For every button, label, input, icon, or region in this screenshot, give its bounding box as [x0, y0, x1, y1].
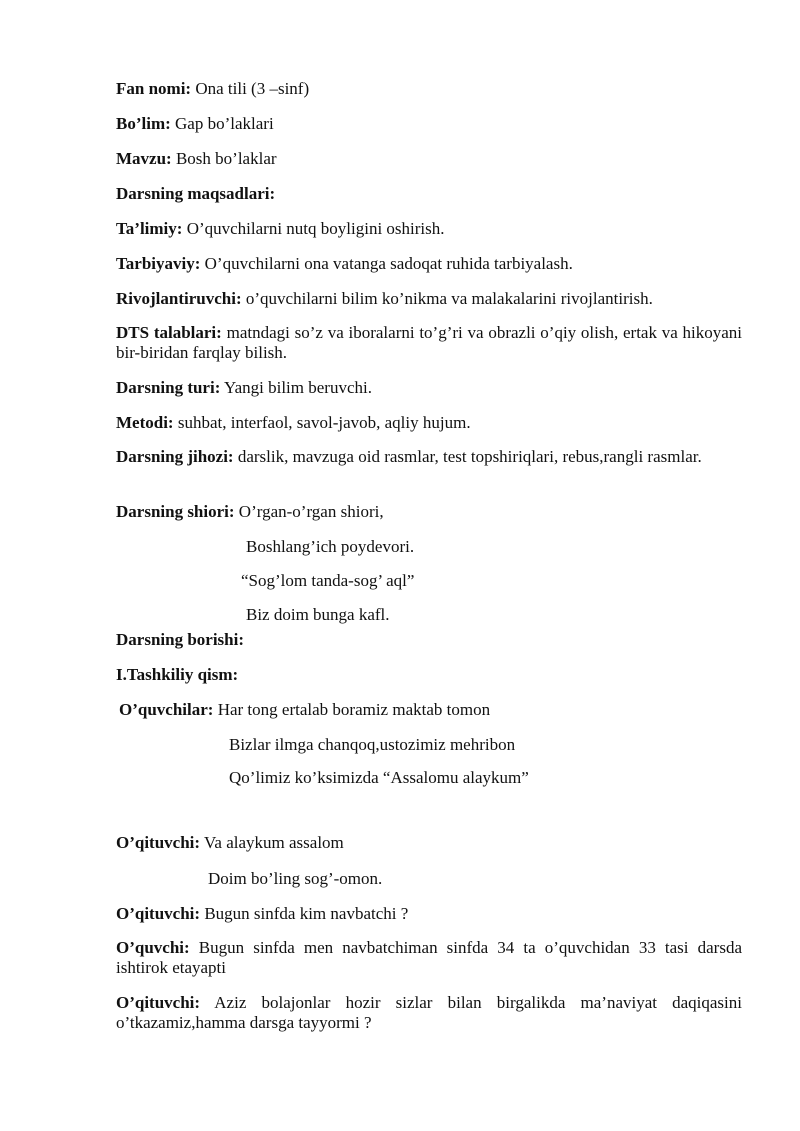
student-answer-paragraph — [116, 938, 742, 978]
section-value: Gap bo’laklari — [175, 114, 274, 133]
teacher-reply-2: Doim bo’ling sog’-omon. — [208, 869, 383, 888]
students-label: O’quvchilar: — [119, 700, 214, 719]
slogan-text: O’rgan-o’rgan shiori, — [238, 502, 384, 521]
slogan-line-3: “Sog’lom tanda-sog’ aql” — [241, 571, 415, 590]
lesson-progress-heading: Darsning borishi: — [116, 630, 244, 649]
organizational-part-heading: I.Tashkiliy qism: — [116, 665, 239, 684]
developmental-goal-value: o’quvchilarni bilim ko’nikma va malakalarini rivojlantirish. — [245, 289, 653, 308]
topic-line — [116, 149, 277, 169]
teacher-line-2 — [116, 904, 408, 924]
teacher-line-1 — [116, 833, 344, 853]
upbringing-goal-label: Tarbiyaviy: — [116, 254, 201, 273]
teacher-label-2: O’qituvchi: — [116, 904, 201, 923]
teacher-paragraph-3 — [116, 993, 742, 1033]
section-label: Bo’lim: — [116, 114, 171, 133]
topic-label: Mavzu: — [116, 149, 172, 168]
educational-goal-value: O’quvchilarni nutq boyligini oshirish. — [186, 219, 445, 238]
slogan-label: Darsning shiori: — [116, 502, 235, 521]
teacher-reply-1: Va alaykum assalom — [204, 833, 344, 852]
slogan-line-4: Biz doim bunga kafl. — [246, 605, 390, 624]
teacher-announcement: Aziz bolajonlar hozir sizlar bilan birgalikda ma’naviyat daqiqasini o’tkazamiz,hamma darsga tayyormi ? — [116, 993, 742, 1032]
student-label: O’quvchi: — [116, 938, 190, 957]
upbringing-goal-line — [116, 254, 573, 274]
equipment-value: darslik, mavzuga oid rasmlar, test topshiriqlari, rebus,rangli rasmlar. — [237, 447, 702, 466]
students-verse-1: Har tong ertalab boramiz maktab tomon — [217, 700, 491, 719]
teacher-label-3: O’qituvchi: — [116, 993, 201, 1012]
section-line — [116, 114, 274, 134]
lesson-type-value: Yangi bilim beruvchi. — [224, 378, 372, 397]
topic-value: Bosh bo’laklar — [175, 149, 277, 168]
lesson-type-label: Darsning turi: — [116, 378, 221, 397]
lesson-type-line — [116, 378, 372, 398]
subject-value: Ona tili (3 –sinf) — [195, 79, 310, 98]
student-answer: Bugun sinfda men navbatchiman sinfda 34 ta o’quvchidan 33 tasi darsda ishtirok etayapti — [116, 938, 742, 977]
method-line — [116, 413, 471, 433]
method-label: Metodi: — [116, 413, 174, 432]
dts-requirements-paragraph — [116, 323, 742, 363]
students-line-1 — [119, 700, 490, 720]
subject-line — [116, 79, 309, 99]
method-value: suhbat, interfaol, savol-javob, aqliy hujum. — [177, 413, 471, 432]
upbringing-goal-value: O’quvchilarni ona vatanga sadoqat ruhida tarbiyalash. — [204, 254, 573, 273]
educational-goal-line — [116, 219, 445, 239]
students-verse-3: Qo’limiz ko’ksimizda “Assalomu alaykum” — [229, 768, 529, 787]
subject-label: Fan nomi: — [116, 79, 192, 98]
slogan-line-1 — [116, 502, 384, 522]
equipment-paragraph — [116, 447, 742, 467]
developmental-goal-label: Rivojlantiruvchi: — [116, 289, 242, 308]
dts-label: DTS talablari: — [116, 323, 222, 342]
slogan-line-2: Boshlang’ich poydevori. — [246, 537, 415, 556]
teacher-label-1: O’qituvchi: — [116, 833, 201, 852]
dts-value: matndagi so’z va iboralarni to’g’ri va obrazli o’qiy olish, ertak va hikoyani bir-biridan farqlay bilish. — [116, 323, 743, 362]
teacher-question: Bugun sinfda kim navbatchi ? — [204, 904, 409, 923]
goals-heading: Darsning maqsadlari: — [116, 184, 276, 203]
educational-goal-label: Ta’limiy: — [116, 219, 183, 238]
students-verse-2: Bizlar ilmga chanqoq,ustozimiz mehribon — [229, 735, 516, 754]
developmental-goal-line — [116, 289, 653, 309]
equipment-label: Darsning jihozi: — [116, 447, 234, 466]
